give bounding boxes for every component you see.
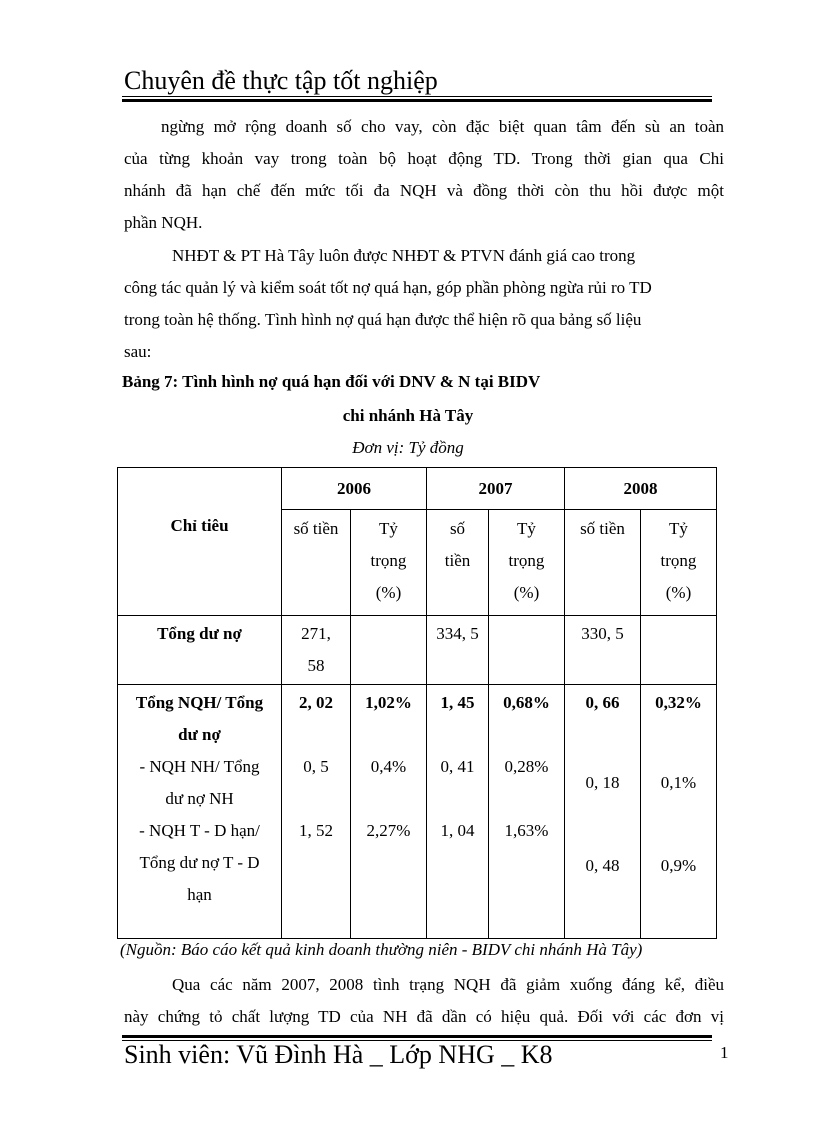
cell-total-share-2008 [641,616,717,685]
table-caption: Bảng 7: Tình hình nợ quá hạn đối với DNV & N tại BIDV [122,372,541,391]
header-amount-2006: số tiền [282,510,351,616]
paragraph-line: của từng khoản vay trong toàn bộ hoạt động TD. Trong thời gian qua Chi [124,149,724,168]
page-number: 1 [720,1043,729,1062]
table-source-note: (Nguồn: Báo cáo kết quả kinh doanh thường niên - BIDV chi nhánh Hà Tây) [120,940,643,959]
paragraph-line: phần NQH. [124,213,203,232]
paragraph-line: công tác quản lý và kiểm soát tốt nợ quá hạn, góp phần phòng ngừa rủi ro TD [124,278,652,297]
table-header-row-years [118,468,717,510]
paragraph-line: sau: [124,342,152,361]
paragraph-line: NHĐT & PT Hà Tây luôn được NHĐT & PTVN đánh giá cao trong [172,246,636,265]
header-share-2006: Tỷ trọng (%) [351,510,427,616]
paragraph-line: nhánh đã hạn chế đến mức tối đa NQH và đồng thời còn thu hồi được một [124,181,724,200]
header-year-2006: 2006 [282,468,427,510]
cells-amount-2006: 2, 02 0, 5 1, 52 [282,685,351,939]
row-label-total-debt: Tổng dư nợ [118,616,282,685]
cell-total-2006: 271, 58 [282,616,351,685]
header-year-2008: 2008 [565,468,717,510]
table-row-total-debt [118,616,717,685]
cell-total-share-2006 [351,616,427,685]
cell-total-share-2007 [489,616,565,685]
footer-student-info: Sinh viên: Vũ Đình Hà _ Lớp NHG _ K8 [124,1040,553,1069]
cell-total-2007: 334, 5 [427,616,489,685]
header-year-2007: 2007 [427,468,565,510]
cells-amount-2008: 0, 66 0, 18 0, 48 [565,685,641,939]
paragraph-3 [124,969,724,1033]
paragraph-line: trong toàn hệ thống. Tình hình nợ quá hạn được thể hiện rõ qua bảng số liệu [124,310,642,329]
cells-share-2008: 0,32% 0,1% 0,9% [641,685,717,939]
table-caption-subtitle: chi nhánh Hà Tây [342,406,474,425]
paragraph-line: này chứng tỏ chất lượng TD của NH đã dần có hiệu quả. Đối với các đơn vị [124,1007,724,1026]
header-share-2008: Tỷ trọng (%) [641,510,717,616]
header-indicator: Chỉ tiêu [118,468,282,616]
paragraph-line: Qua các năm 2007, 2008 tình trạng NQH đã giảm xuống đáng kể, điều [172,975,724,994]
header-rule-thick [122,99,712,102]
table-row-nqh [118,685,717,939]
cells-amount-2007: 1, 45 0, 41 1, 04 [427,685,489,939]
paragraph-2 [124,240,722,368]
header-share-2007: Tỷ trọng (%) [489,510,565,616]
table-unit: Đơn vị: Tỷ đồng [352,438,464,457]
header-amount-2008: số tiền [565,510,641,616]
nqh-table [117,467,717,939]
row-labels-nqh: Tổng NQH/ Tổng dư nợ - NQH NH/ Tổng dư nợ NH - NQH T - D hạn/ Tổng dư nợ T - D hạn [118,685,282,939]
header-amount-2007: số tiền [427,510,489,616]
cells-share-2007: 0,68% 0,28% 1,63% [489,685,565,939]
header-rule-thin [122,96,712,97]
cells-share-2006: 1,02% 0,4% 2,27% [351,685,427,939]
footer-rule-thick [122,1035,712,1038]
paragraph-1 [124,111,724,239]
cell-total-2008: 330, 5 [565,616,641,685]
page-header-title: Chuyên đề thực tập tốt nghiệp [124,66,438,95]
paragraph-line: ngừng mở rộng doanh số cho vay, còn đặc biệt quan tâm đến sù an toàn [161,117,724,136]
